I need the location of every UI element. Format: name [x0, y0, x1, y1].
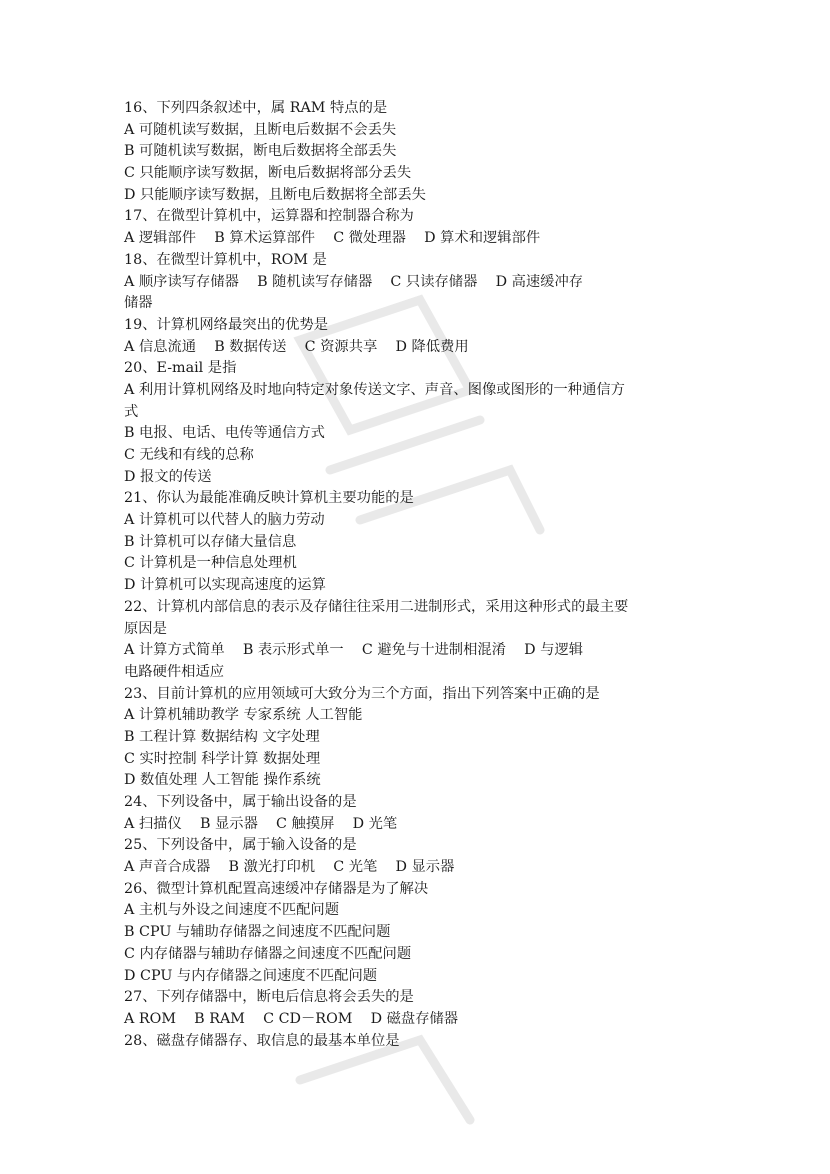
question-list — [124, 98, 714, 1052]
text-line: 28、磁盘存储器存、取信息的最基本单位是 — [124, 1032, 400, 1049]
text-line: 22、计算机内部信息的表示及存储往往采用二进制形式，采用这种形式的最主要 — [124, 598, 629, 615]
text-line: D 数值处理 人工智能 操作系统 — [124, 772, 321, 789]
text-line: A 信息流通 B 数据传送 C 资源共享 D 降低费用 — [124, 338, 469, 355]
text-line: D 计算机可以实现高速度的运算 — [124, 577, 326, 594]
text-line: B 工程计算 数据结构 文字处理 — [124, 728, 320, 745]
text-line: C 计算机是一种信息处理机 — [124, 555, 297, 572]
text-line: B 可随机读写数据，断电后数据将全部丢失 — [124, 143, 397, 160]
text-line: D CPU 与内存储器之间速度不匹配问题 — [124, 967, 378, 984]
text-line: 24、下列设备中，属于输出设备的是 — [124, 794, 357, 810]
text-line: 23、目前计算机的应用领域可大致分为三个方面，指出下列答案中正确的是 — [124, 685, 600, 702]
text-line: C 无线和有线的总称 — [124, 447, 254, 463]
text-line: 原因是 — [124, 620, 167, 637]
text-line: 17、在微型计算机中，运算器和控制器合称为 — [124, 208, 414, 225]
text-line: 20、E-mail 是指 — [124, 360, 237, 377]
text-line: A 利用计算机网络及时地向特定对象传送文字、声音、图像或图形的一种通信方 — [124, 381, 625, 398]
text-line: A 计算方式简单 B 表示形式单一 C 避免与十进制相混淆 D 与逻辑 — [124, 642, 584, 659]
text-line: A 声音合成器 B 激光打印机 C 光笔 D 显示器 — [124, 859, 455, 876]
text-line: 19、计算机网络最突出的优势是 — [124, 316, 329, 333]
text-line: A ROM B RAM C CD－ROM D 磁盘存储器 — [124, 1010, 459, 1027]
text-line: 18、在微型计算机中，ROM 是 — [124, 251, 327, 268]
text-line: A 顺序读写存储器 B 随机读写存储器 C 只读存储器 D 高速缓冲存 — [124, 273, 584, 290]
text-line: 储器 — [124, 295, 153, 312]
text-line: B CPU 与辅助存储器之间速度不匹配问题 — [124, 924, 391, 941]
text-line: A 扫描仪 B 显示器 C 触摸屏 D 光笔 — [124, 815, 398, 832]
text-line: A 逻辑部件 B 算术运算部件 C 微处理器 D 算术和逻辑部件 — [124, 230, 541, 247]
text-line: B 电报、电话、电传等通信方式 — [124, 425, 325, 442]
text-line: 27、下列存储器中，断电后信息将会丢失的是 — [124, 989, 414, 1006]
text-line: C 实时控制 科学计算 数据处理 — [124, 750, 321, 767]
text-line: 26、微型计算机配置高速缓冲存储器是为了解决 — [124, 880, 429, 897]
text-line: C 只能顺序读写数据，断电后数据将部分丢失 — [124, 165, 412, 182]
text-line: 16、下列四条叙述中，属 RAM 特点的是 — [124, 100, 388, 116]
text-line: 式 — [124, 403, 139, 420]
text-line: B 计算机可以存储大量信息 — [124, 533, 297, 550]
text-line: A 计算机可以代替人的脑力劳动 — [124, 512, 325, 529]
text-line: D 只能顺序读写数据，且断电后数据将全部丢失 — [124, 186, 426, 203]
text-line: 21、你认为最能准确反映计算机主要功能的是 — [124, 490, 414, 507]
text-line: A 可随机读写数据，且断电后数据不会丢失 — [124, 121, 397, 138]
text-line: C 内存储器与辅助存储器之间速度不匹配问题 — [124, 945, 412, 962]
text-line: 25、下列设备中，属于输入设备的是 — [124, 837, 357, 854]
text-line: A 计算机辅助教学 专家系统 人工智能 — [124, 707, 363, 724]
text-line: A 主机与外设之间速度不匹配问题 — [124, 902, 340, 919]
text-line: 电路硬件相适应 — [124, 663, 225, 680]
text-line: D 报文的传送 — [124, 468, 212, 485]
